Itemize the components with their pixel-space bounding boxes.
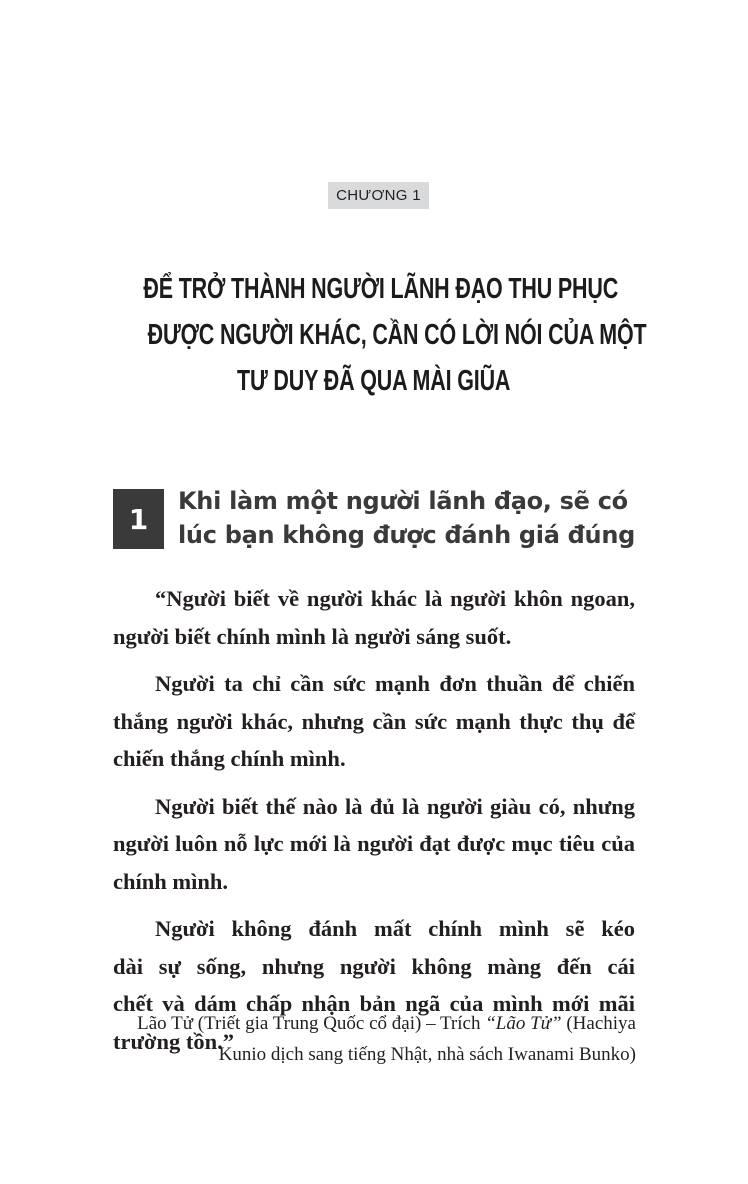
chapter-title-line: TƯ DUY ĐÃ QUA MÀI GIŨA — [237, 365, 511, 397]
chapter-title-line: ĐƯỢC NGƯỜI KHÁC, CẦN CÓ LỜI NÓI CỦA MỘT — [147, 319, 647, 351]
chapter-label: CHƯƠNG 1 — [336, 187, 421, 204]
quote-line: người luôn nỗ lực mới là người đạt được mục tiêu của — [113, 831, 635, 856]
quote-paragraph — [113, 580, 635, 655]
quote-line: Người biết thế nào là đủ là người giàu có, nhưng — [155, 793, 635, 819]
quote-paragraph — [113, 788, 635, 901]
chapter-title-line: ĐỂ TRỞ THÀNH NGƯỜI LÃNH ĐẠO THU PHỤC — [143, 273, 619, 305]
quote-line: Người ta chỉ cần sức mạnh đơn thuần để chiến — [155, 671, 635, 696]
quote-line: chiến thắng chính mình. — [113, 746, 346, 771]
citation-line: Kunio dịch sang tiếng Nhật, nhà sách Iwanami Bunko) — [218, 1044, 636, 1065]
quote-citation — [113, 1008, 636, 1070]
chapter-label-badge — [328, 182, 429, 209]
quote-line: thắng người khác, nhưng cần sức mạnh thực thụ để — [113, 708, 635, 734]
section-heading-line: Khi làm một người lãnh đạo, sẽ có — [178, 487, 628, 515]
section-number: 1 — [128, 502, 149, 536]
quote-line: Người không đánh mất chính mình sẽ kéo — [155, 916, 635, 941]
quote-line: dài sự sống, nhưng người không màng đến cái — [113, 953, 635, 979]
quote-paragraph — [113, 665, 635, 778]
quote-line: chính mình. — [113, 868, 229, 894]
quote-line: chết và dám chấp nhận bản ngã của mình mới mãi — [113, 991, 635, 1016]
quote-line: trường tồn.” — [113, 1028, 234, 1054]
section-number-box — [113, 489, 164, 549]
quote-line: “Người biết về người khác là người khôn ngoan, — [155, 586, 635, 611]
citation-line: Lão Tử (Triết gia Trung Quốc cổ đại) – Trích “Lão Tử” (Hachiya — [137, 1013, 636, 1034]
chapter-title — [60, 266, 688, 404]
cited-work-title: “Lão Tử” — [485, 1013, 562, 1034]
lao-tzu-quote — [113, 580, 635, 1060]
section-heading — [178, 484, 648, 552]
quote-line: người biết chính mình là người sáng suốt. — [113, 623, 512, 649]
section-heading-line: lúc bạn không được đánh giá đúng — [178, 521, 635, 549]
